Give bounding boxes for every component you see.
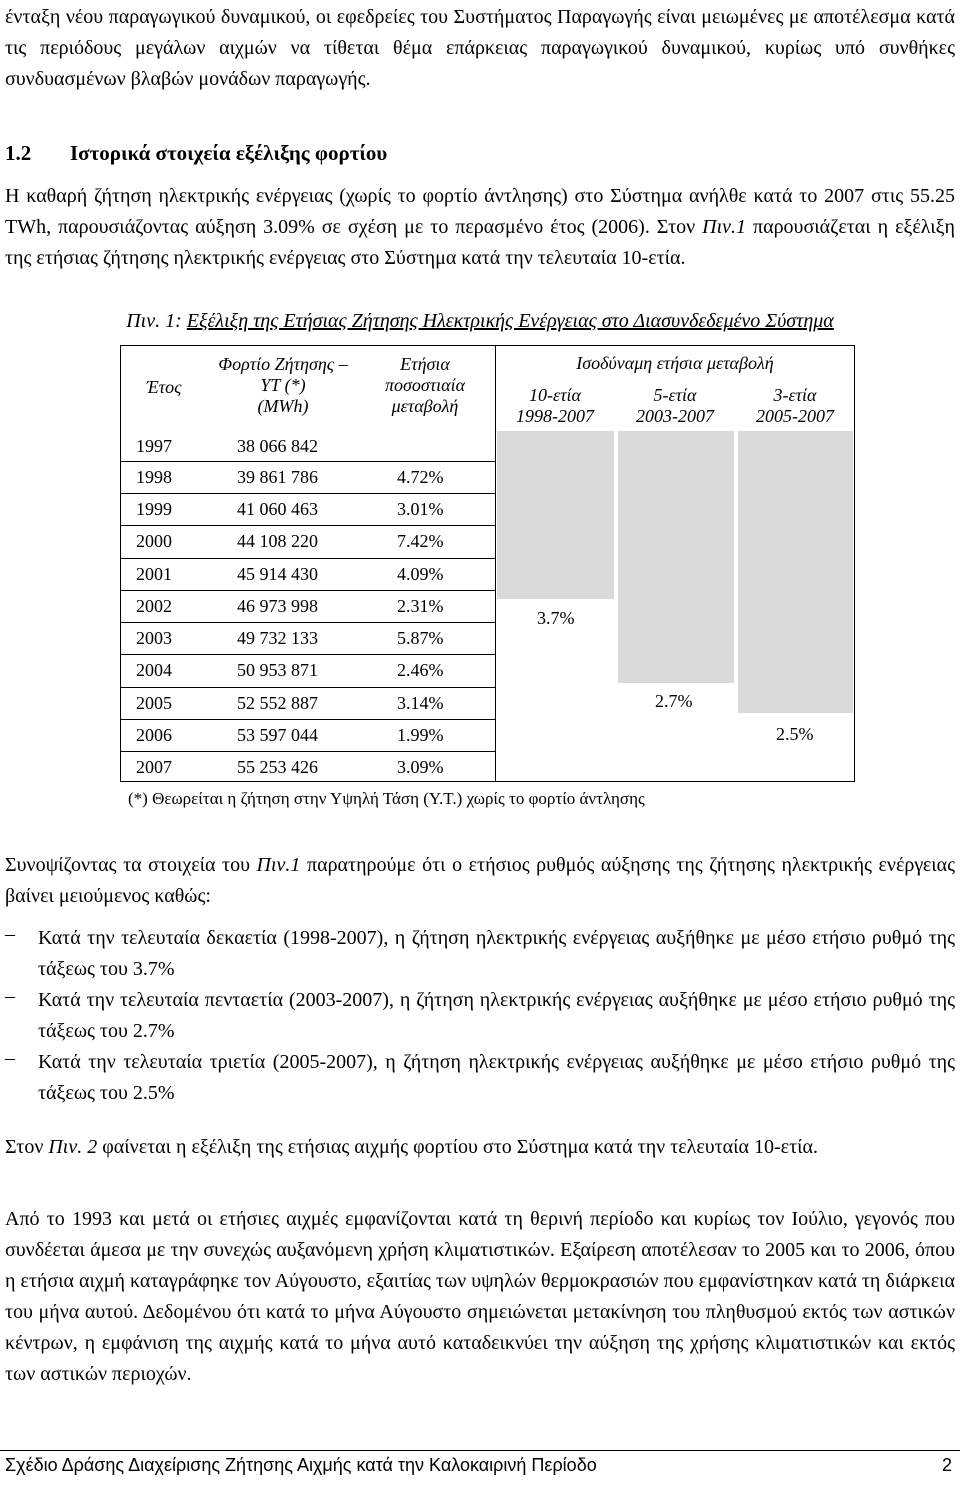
header-10-year-name: 10-ετία	[529, 385, 581, 405]
summary-paragraph	[5, 850, 955, 912]
bullet-dash: –	[5, 923, 15, 945]
row-pct: 3.14%	[397, 693, 444, 713]
row-pct: 1.99%	[397, 725, 444, 745]
row-year: 1997	[136, 436, 172, 456]
bullet-dash: –	[5, 1047, 15, 1069]
row-load: 44 108 220	[237, 531, 318, 551]
header-load-line1: Φορτίο Ζήτησης –	[218, 354, 348, 374]
header-annual-change	[370, 354, 480, 417]
table-row	[120, 719, 495, 751]
section-title: Ιστορικά στοιχεία εξέλιξης φορτίου	[70, 141, 388, 165]
row-year: 2007	[136, 757, 172, 777]
table-row	[120, 430, 495, 462]
header-load-line2: ΥΤ (*)	[260, 375, 306, 395]
row-load: 52 552 887	[237, 693, 318, 713]
row-load: 45 914 430	[237, 564, 318, 584]
section-heading	[5, 141, 387, 166]
shade-10-year	[497, 431, 614, 599]
table-caption	[0, 310, 960, 333]
table-row	[120, 558, 495, 590]
section-paragraph	[5, 181, 955, 274]
summary-text-1: Συνοψίζοντας τα στοιχεία του	[5, 854, 257, 876]
table-row	[120, 461, 495, 493]
row-year: 2001	[136, 564, 172, 584]
row-load: 50 953 871	[237, 660, 318, 680]
table-row	[120, 525, 495, 557]
table-reference: Πιν.1	[702, 216, 747, 238]
figure-text-1: Στον	[5, 1136, 49, 1158]
figure-text-2: φαίνεται η εξέλιξη της ετήσιας αιχμής φορτίου στο Σύστημα κατά την τελευταία 10-ετία.	[97, 1136, 818, 1158]
row-pct: 7.42%	[397, 531, 444, 551]
header-year: Έτος	[146, 377, 182, 397]
section-number: 1.2	[5, 141, 32, 165]
row-year: 2000	[136, 531, 172, 551]
equiv-3-year-value: 2.5%	[776, 724, 814, 744]
table-caption-lead: Πιν. 1:	[126, 310, 187, 332]
row-load: 41 060 463	[237, 499, 318, 519]
equiv-10-year-value: 3.7%	[537, 608, 575, 628]
row-load: 49 732 133	[237, 628, 318, 648]
intro-paragraph: ένταξη νέου παραγωγικού δυναμικού, οι εφεδρείες του Συστήματος Παραγωγής είναι μειωμένες με αποτέλεσμα κατά τις περιόδους μεγάλων αιχμών να τίθεται θέμα επάρκειας παραγωγικού δυναμικού, κυρίως υπό συνθήκες συνδυασμένων βλαβών μονάδων παραγωγής.	[5, 6, 955, 90]
row-load: 38 066 842	[237, 436, 318, 456]
bullet-text: Κατά την τελευταία δεκαετία (1998-2007), η ζήτηση ηλεκτρικής ενέργειας αυξήθηκε με μέσο ετήσιο ρυθμό της τάξεως του 3.7%	[38, 927, 955, 980]
header-3-year	[735, 385, 855, 427]
row-pct: 3.01%	[397, 499, 444, 519]
table-row	[120, 687, 495, 719]
row-pct: 3.09%	[397, 757, 444, 777]
row-year: 2003	[136, 628, 172, 648]
row-pct: 2.46%	[397, 660, 444, 680]
shade-3-year	[738, 431, 853, 713]
page-number: 2	[941, 1455, 952, 1475]
header-10-year	[495, 385, 615, 427]
header-load-line3: (MWh)	[257, 396, 309, 416]
section-paragraph-text-2: παρουσιάζεται η εξέλιξη της ετήσιας ζήτησης ηλεκτρικής ενέργειας στο Σύστημα κατά την τελευταία 10-ετία.	[5, 216, 955, 269]
row-pct: 4.72%	[397, 467, 444, 487]
shade-5-year	[618, 431, 734, 683]
header-5-year-range: 2003-2007	[636, 406, 714, 426]
row-load: 46 973 998	[237, 596, 318, 616]
row-year: 2004	[136, 660, 172, 680]
row-year: 1999	[136, 499, 172, 519]
footer-title: Σχέδιο Δράσης Διαχείρισης Ζήτησης Αιχμής κατά την Καλοκαιρινή Περίοδο	[5, 1455, 597, 1475]
table-row	[120, 622, 495, 654]
header-5-year	[615, 385, 735, 427]
table-row	[120, 590, 495, 622]
final-paragraph: Από το 1993 και μετά οι ετήσιες αιχμές εμφανίζονται κατά τη θερινή περίοδο και κυρίως τον Ιούλιο, γεγονός που συνδέεται άμεσα με την συνεχώς αυξανόμενη χρήση κλιματιστικών. Εξαίρεση αποτέλεσαν το 2005 και το 2006, όπου η ετήσια αιχμή καταγράφηκε τον Αύγουστο, εξαιτίας των υψηλών θερμοκρασιών που εμφανίστηκαν κατά τη διάρκεια του μήνα αυτού. Δεδομένου ότι κατά το μήνα Αύγουστο σημειώνεται μετακίνηση του πληθυσμού εκτός των αστικών κέντρων, η εμφάνιση της αιχμής κατά το μήνα αυτό καταδεικνύει την αύξηση της χρήσης κλιματιστικών και εκτός των αστικών περιοχών.	[5, 1208, 955, 1385]
row-load: 55 253 426	[237, 757, 318, 777]
equiv-5-year-value: 2.7%	[655, 691, 693, 711]
row-year: 2005	[136, 693, 172, 713]
row-pct: 2.31%	[397, 596, 444, 616]
row-pct: 4.09%	[397, 564, 444, 584]
row-load: 39 861 786	[237, 467, 318, 487]
table-row	[120, 493, 495, 525]
header-equiv-change: Ισοδύναμη ετήσια μεταβολή	[576, 353, 774, 373]
row-year: 2002	[136, 596, 172, 616]
table-row	[120, 654, 495, 686]
header-annual-line3: μεταβολή	[391, 396, 459, 416]
figure-paragraph	[5, 1132, 955, 1163]
row-year: 1998	[136, 467, 172, 487]
summary-text-2: παρατηρούμε ότι ο ετήσιος ρυθμός αύξησης της ζήτησης ηλεκτρικής ενέργειας βαίνει μειούμενος καθώς:	[5, 854, 956, 907]
row-pct: 5.87%	[397, 628, 444, 648]
figure-table-reference: Πιν. 2	[48, 1136, 98, 1158]
header-3-year-name: 3-ετία	[773, 385, 817, 405]
bullet-dash: –	[5, 985, 15, 1007]
table-note: (*) Θεωρείται η ζήτηση στην Υψηλή Τάση (Υ.Τ.) χωρίς το φορτίο άντλησης	[128, 789, 645, 808]
section-paragraph-text-1: Η καθαρή ζήτηση ηλεκτρικής ενέργειας (χωρίς το φορτίο άντλησης) στο Σύστημα ανήλθε κατά το 2007 στις 55.25 TWh, παρουσιάζοντας αύξηση 3.09% σε σχέση με το περασμένο έτος (2006). Στον	[5, 185, 955, 238]
header-3-year-range: 2005-2007	[756, 406, 834, 426]
row-load: 53 597 044	[237, 725, 318, 745]
header-10-year-range: 1998-2007	[516, 406, 594, 426]
header-annual-line2: ποσοστιαία	[384, 375, 466, 395]
bullet-text: Κατά την τελευταία τριετία (2005-2007), η ζήτηση ηλεκτρικής ενέργειας αυξήθηκε με μέσο ετήσιο ρυθμό της τάξεως του 2.5%	[38, 1051, 955, 1104]
table-caption-title: Εξέλιξη της Ετήσιας Ζήτησης Ηλεκτρικής Ενέργειας στο Διασυνδεδεμένο Σύστημα	[186, 310, 834, 332]
header-5-year-name: 5-ετία	[653, 385, 697, 405]
table-row	[120, 751, 495, 783]
bullet-text: Κατά την τελευταία πενταετία (2003-2007), η ζήτηση ηλεκτρικής ενέργειας αυξήθηκε με μέσο ετήσιο ρυθμό της τάξεως του 2.7%	[38, 989, 955, 1042]
row-year: 2006	[136, 725, 172, 745]
header-annual-line1: Ετήσια	[400, 354, 450, 374]
summary-table-reference: Πιν.1	[256, 854, 301, 876]
header-load	[208, 354, 358, 417]
footer-rule	[0, 1450, 960, 1451]
